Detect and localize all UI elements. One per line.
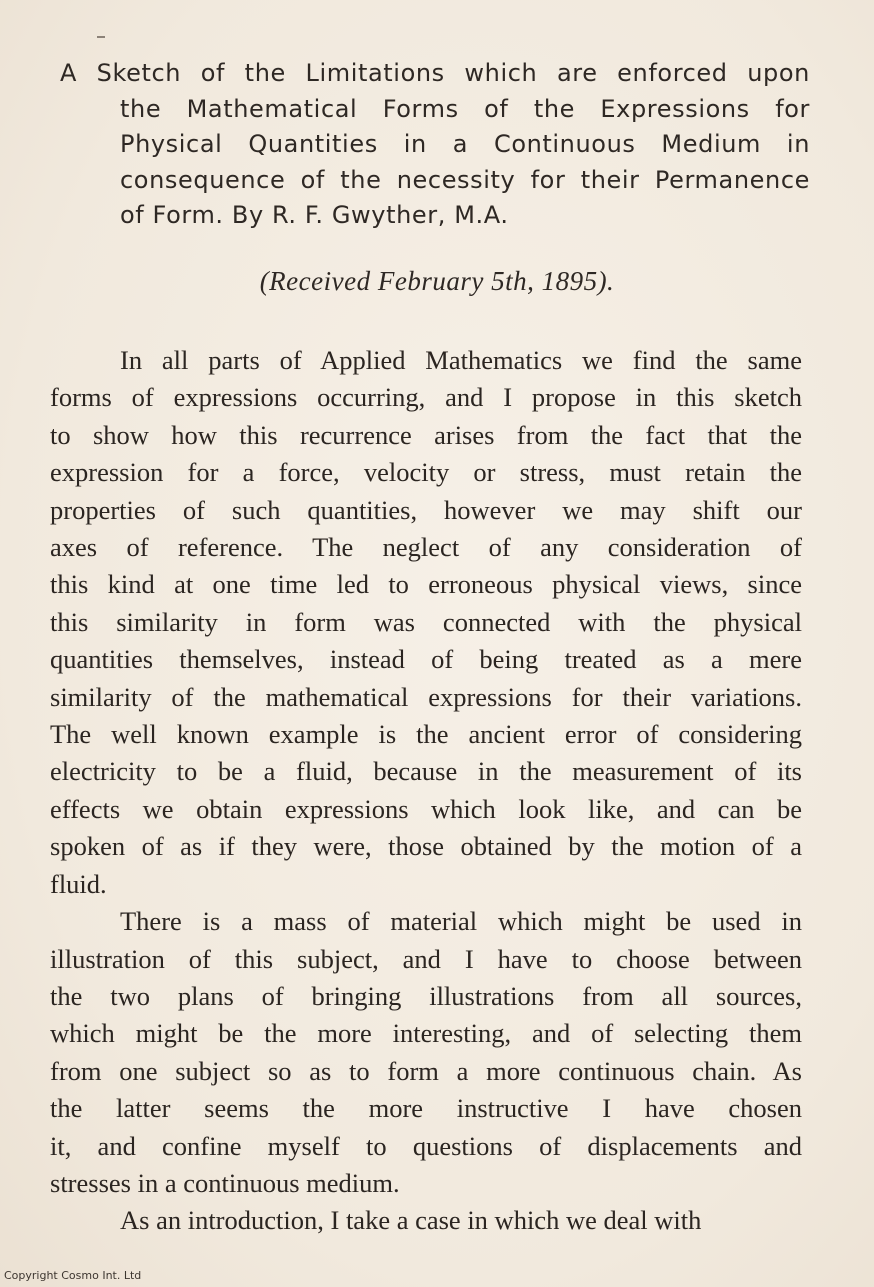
text-line: from one subject so as to form a more continuous chain. As xyxy=(50,1055,802,1086)
text-line: the latter seems the more instructive I have chosen xyxy=(50,1093,802,1124)
text-line: effects we obtain expressions which look like, and can be xyxy=(50,793,802,824)
text-line: quantities themselves, instead of being treated as a mere xyxy=(50,644,802,675)
title-line: of Form. By R. F. Gwyther, M.A. xyxy=(120,201,509,229)
text-line: stresses in a continuous medium. xyxy=(50,1167,400,1198)
text-line: As an introduction, I take a case in which we deal with xyxy=(120,1205,702,1236)
text-line: this kind at one time led to erroneous physical views, since xyxy=(50,569,802,600)
article-title xyxy=(60,56,810,234)
text-line: There is a mass of material which might be used in xyxy=(120,906,802,937)
text-line: electricity to be a fluid, because in the measurement of its xyxy=(50,756,802,787)
title-line: Physical Quantities in a Continuous Medium in xyxy=(120,130,810,158)
copyright-footer: Copyright Cosmo Int. Ltd xyxy=(4,1269,142,1282)
text-line: illustration of this subject, and I have to choose between xyxy=(50,943,802,974)
body-text xyxy=(50,342,802,1240)
text-line: to show how this recurrence arises from the fact that the xyxy=(50,419,802,450)
text-line: spoken of as if they were, those obtained by the motion of a xyxy=(50,831,802,862)
text-line: it, and confine myself to questions of displacements and xyxy=(50,1130,802,1161)
text-line: fluid. xyxy=(50,868,107,899)
print-mark xyxy=(97,36,105,38)
received-date: (Received February 5th, 1895). xyxy=(259,266,615,296)
text-line: axes of reference. The neglect of any consideration of xyxy=(50,532,802,563)
text-line: In all parts of Applied Mathematics we find the same xyxy=(120,345,802,375)
text-line: the two plans of bringing illustrations from all sources, xyxy=(50,980,802,1011)
text-line: expression for a force, velocity or stress, must retain the xyxy=(50,457,802,488)
title-line: the Mathematical Forms of the Expressions for xyxy=(120,94,810,123)
text-line: properties of such quantities, however we may shift our xyxy=(50,494,802,525)
text-line: similarity of the mathematical expressions for their variations. xyxy=(50,681,802,712)
text-line: The well known example is the ancient error of considering xyxy=(50,719,802,750)
text-line: this similarity in form was connected with the physical xyxy=(50,606,802,637)
text-line: which might be the more interesting, and of selecting them xyxy=(50,1018,802,1049)
text-line: forms of expressions occurring, and I propose in this sketch xyxy=(50,382,802,413)
title-line: consequence of the necessity for their Permanence xyxy=(120,165,810,194)
title-line: A Sketch of the Limitations which are enforced upon xyxy=(60,59,810,87)
